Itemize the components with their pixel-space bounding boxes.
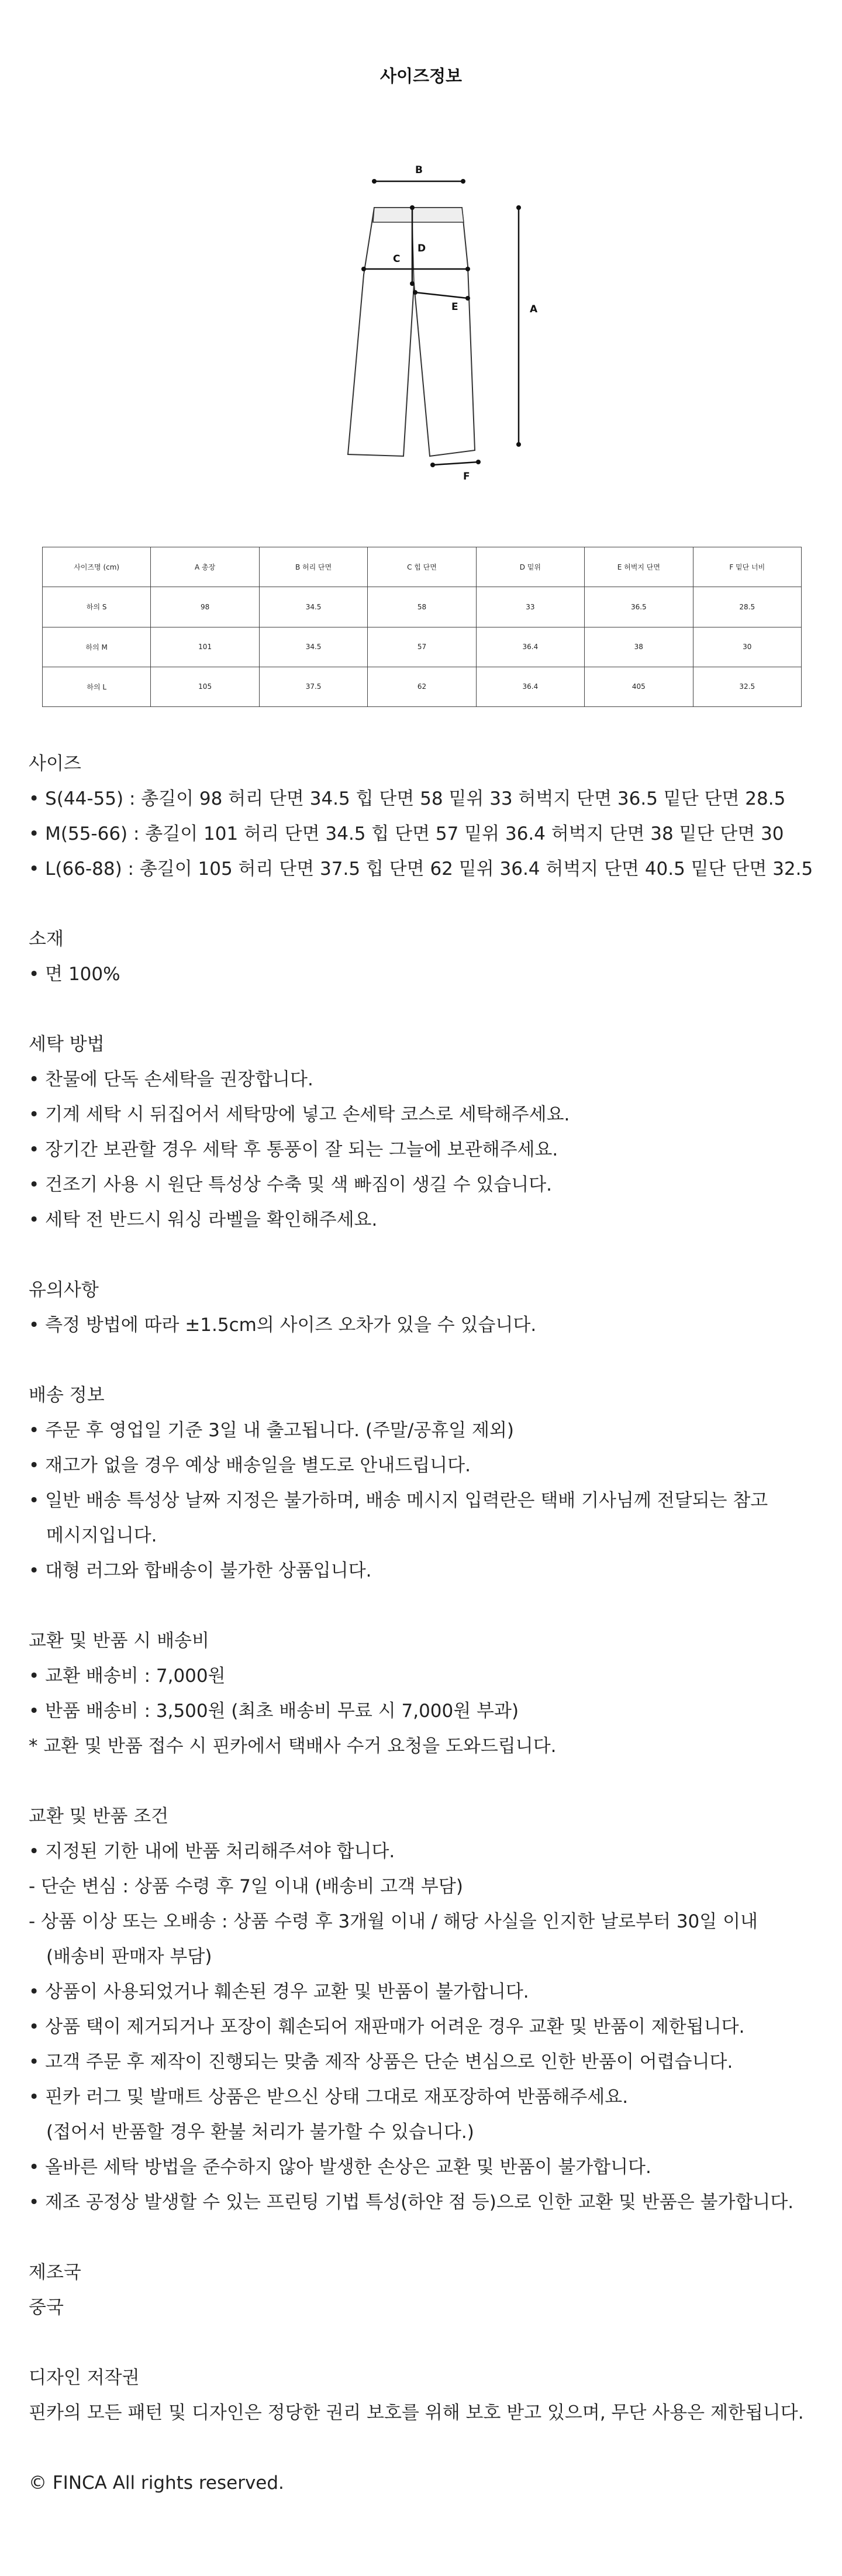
table-cell: 36.4 xyxy=(476,667,584,706)
table-cell: 30 xyxy=(693,627,801,667)
section-size xyxy=(29,746,824,887)
table-cell: 98 xyxy=(151,587,259,627)
section-copyright xyxy=(29,2360,824,2430)
section-heading: 교환 및 반품 시 배송비 xyxy=(29,1630,209,1651)
list-item: • 세탁 전 반드시 워싱 라벨을 확인해주세요. xyxy=(29,1209,378,1230)
table-cell: 33 xyxy=(476,587,584,627)
list-item: • 찬물에 단독 손세탁을 권장합니다. xyxy=(29,1069,313,1090)
section-heading: 소재 xyxy=(29,929,64,950)
section-heading: 교환 및 반품 조건 xyxy=(29,1806,169,1827)
table-cell: 36.5 xyxy=(585,587,693,627)
list-item: • 상품 택이 제거되거나 포장이 훼손되어 재판매가 어려운 경우 교환 및 반품이 제한됩니다. xyxy=(29,2016,745,2037)
section-heading: 디자인 저작권 xyxy=(29,2367,140,2388)
list-item: - 단순 변심 : 상품 수령 후 7일 이내 (배송비 고객 부담) xyxy=(29,1876,463,1897)
section-heading: 유의사항 xyxy=(29,1280,99,1301)
label-f: F xyxy=(463,471,470,482)
list-item: • 지정된 기한 내에 반품 처리해주셔야 합니다. xyxy=(29,1841,395,1862)
header-d-rise: D 밑위 xyxy=(476,547,584,587)
header-size-name: 사이즈명 (cm) xyxy=(43,547,151,587)
table-cell: 405 xyxy=(585,667,693,706)
label-c: C xyxy=(393,253,401,265)
list-item: • 핀카 러그 및 발매트 상품은 받으신 상태 그대로 재포장하여 반품해주세요. xyxy=(29,2087,629,2108)
list-item: • 건조기 사용 시 원단 특성상 수축 및 색 빠짐이 생길 수 있습니다. xyxy=(29,1174,553,1195)
list-item: • 올바른 세탁 방법을 준수하지 않아 발생한 손상은 교환 및 반품이 불가합니다. xyxy=(29,2157,651,2178)
section-material xyxy=(29,922,824,992)
list-item: • 상품이 사용되었거나 훼손된 경우 교환 및 반품이 불가합니다. xyxy=(29,1981,529,2002)
table-row xyxy=(43,587,802,627)
header-f-hem: F 밑단 너비 xyxy=(693,547,801,587)
pants-illustration xyxy=(327,158,561,485)
size-table xyxy=(42,547,802,707)
table-cell: 하의 S xyxy=(43,587,151,627)
footer xyxy=(29,2465,824,2501)
list-item: • M(55-66) : 총길이 101 허리 단면 34.5 힙 단면 57 밑위 36.4 허벅지 단면 38 밑단 단면 30 xyxy=(29,823,784,844)
list-item: - 상품 이상 또는 오배송 : 상품 수령 후 3개월 이내 / 해당 사실을 인지한 날로부터 30일 이내 xyxy=(29,1911,758,1932)
label-e: E xyxy=(451,301,458,313)
list-item: 핀카의 모든 패턴 및 디자인은 정당한 권리 보호를 위해 보호 받고 있으며, 무단 사용은 제한됩니다. xyxy=(29,2402,804,2423)
table-cell: 57 xyxy=(368,627,476,667)
table-cell: 37.5 xyxy=(259,667,367,706)
section-washing xyxy=(29,1027,824,1237)
list-item-continuation: (접어서 반품할 경우 환불 처리가 불가할 수 있습니다.) xyxy=(46,2122,474,2143)
page-title: 사이즈정보 xyxy=(379,66,463,86)
list-item: • 일반 배송 특성상 날짜 지정은 불가하며, 배송 메시지 입력란은 택배 기사님께 전달되는 참고 xyxy=(29,1490,768,1511)
table-row xyxy=(43,627,802,667)
list-item: • 반품 배송비 : 3,500원 (최초 배송비 무료 시 7,000원 부과) xyxy=(29,1701,519,1722)
list-item: • 면 100% xyxy=(29,964,120,985)
header-c-hip: C 힙 단면 xyxy=(368,547,476,587)
table-cell: 38 xyxy=(585,627,693,667)
table-cell: 58 xyxy=(368,587,476,627)
list-item-continuation: 메시지입니다. xyxy=(46,1525,157,1546)
section-heading: 제조국 xyxy=(29,2262,81,2283)
section-shipping xyxy=(29,1378,824,1588)
table-cell: 36.4 xyxy=(476,627,584,667)
size-table-header-row xyxy=(43,547,802,587)
list-item: • 측정 방법에 따라 ±1.5cm의 사이즈 오차가 있을 수 있습니다. xyxy=(29,1315,537,1336)
table-cell: 하의 L xyxy=(43,667,151,706)
label-a: A xyxy=(530,304,538,315)
table-cell: 32.5 xyxy=(693,667,801,706)
header-e-thigh: E 허벅지 단면 xyxy=(585,547,693,587)
copyright-notice: © FINCA All rights reserved. xyxy=(29,2472,284,2494)
list-item: • S(44-55) : 총길이 98 허리 단면 34.5 힙 단면 58 밑위 33 허벅지 단면 36.5 밑단 단면 28.5 xyxy=(29,788,786,809)
list-item-continuation: (배송비 판매자 부담) xyxy=(46,1946,212,1967)
list-item: • 제조 공정상 발생할 수 있는 프린팅 기법 특성(하얀 점 등)으로 인한 교환 및 반품은 불가합니다. xyxy=(29,2192,794,2213)
list-item: • 교환 배송비 : 7,000원 xyxy=(29,1665,226,1687)
list-item: • 기계 세탁 시 뒤집어서 세탁망에 넣고 손세탁 코스로 세탁해주세요. xyxy=(29,1104,570,1125)
header-a-length: A 총장 xyxy=(151,547,259,587)
list-item: • 고객 주문 후 제작이 진행되는 맞춤 제작 상품은 단순 변심으로 인한 반품이 어렵습니다. xyxy=(29,2051,733,2072)
table-row xyxy=(43,667,802,706)
table-cell: 105 xyxy=(151,667,259,706)
table-cell: 101 xyxy=(151,627,259,667)
table-cell: 34.5 xyxy=(259,627,367,667)
section-return-conditions xyxy=(29,1799,824,2220)
section-notice xyxy=(29,1273,824,1343)
list-item: • 장기간 보관할 경우 세탁 후 통풍이 잘 되는 그늘에 보관해주세요. xyxy=(29,1139,558,1160)
section-return-fee xyxy=(29,1623,824,1764)
list-item: • L(66-88) : 총길이 105 허리 단면 37.5 힙 단면 62 밑위 36.4 허벅지 단면 40.5 밑단 단면 32.5 xyxy=(29,858,813,880)
list-item: • 주문 후 영업일 기준 3일 내 출고됩니다. (주말/공휴일 제외) xyxy=(29,1420,514,1441)
list-item: * 교환 및 반품 접수 시 핀카에서 택배사 수거 요청을 도와드립니다. xyxy=(29,1736,557,1757)
table-cell: 62 xyxy=(368,667,476,706)
pants-size-diagram xyxy=(327,158,561,485)
header-b-waist: B 허리 단면 xyxy=(259,547,367,587)
section-heading: 사이즈 xyxy=(29,753,81,774)
section-origin xyxy=(29,2255,824,2325)
section-heading: 세탁 방법 xyxy=(29,1034,105,1055)
table-cell: 34.5 xyxy=(259,587,367,627)
label-b: B xyxy=(415,164,423,176)
list-item: • 재고가 없을 경우 예상 배송일을 별도로 안내드립니다. xyxy=(29,1455,471,1476)
list-item: 중국 xyxy=(29,2297,64,2318)
table-cell: 하의 M xyxy=(43,627,151,667)
section-heading: 배송 정보 xyxy=(29,1385,105,1406)
product-info-body xyxy=(29,746,824,2536)
label-d: D xyxy=(417,243,426,254)
table-cell: 28.5 xyxy=(693,587,801,627)
list-item: • 대형 러그와 합배송이 불가한 상품입니다. xyxy=(29,1560,372,1581)
